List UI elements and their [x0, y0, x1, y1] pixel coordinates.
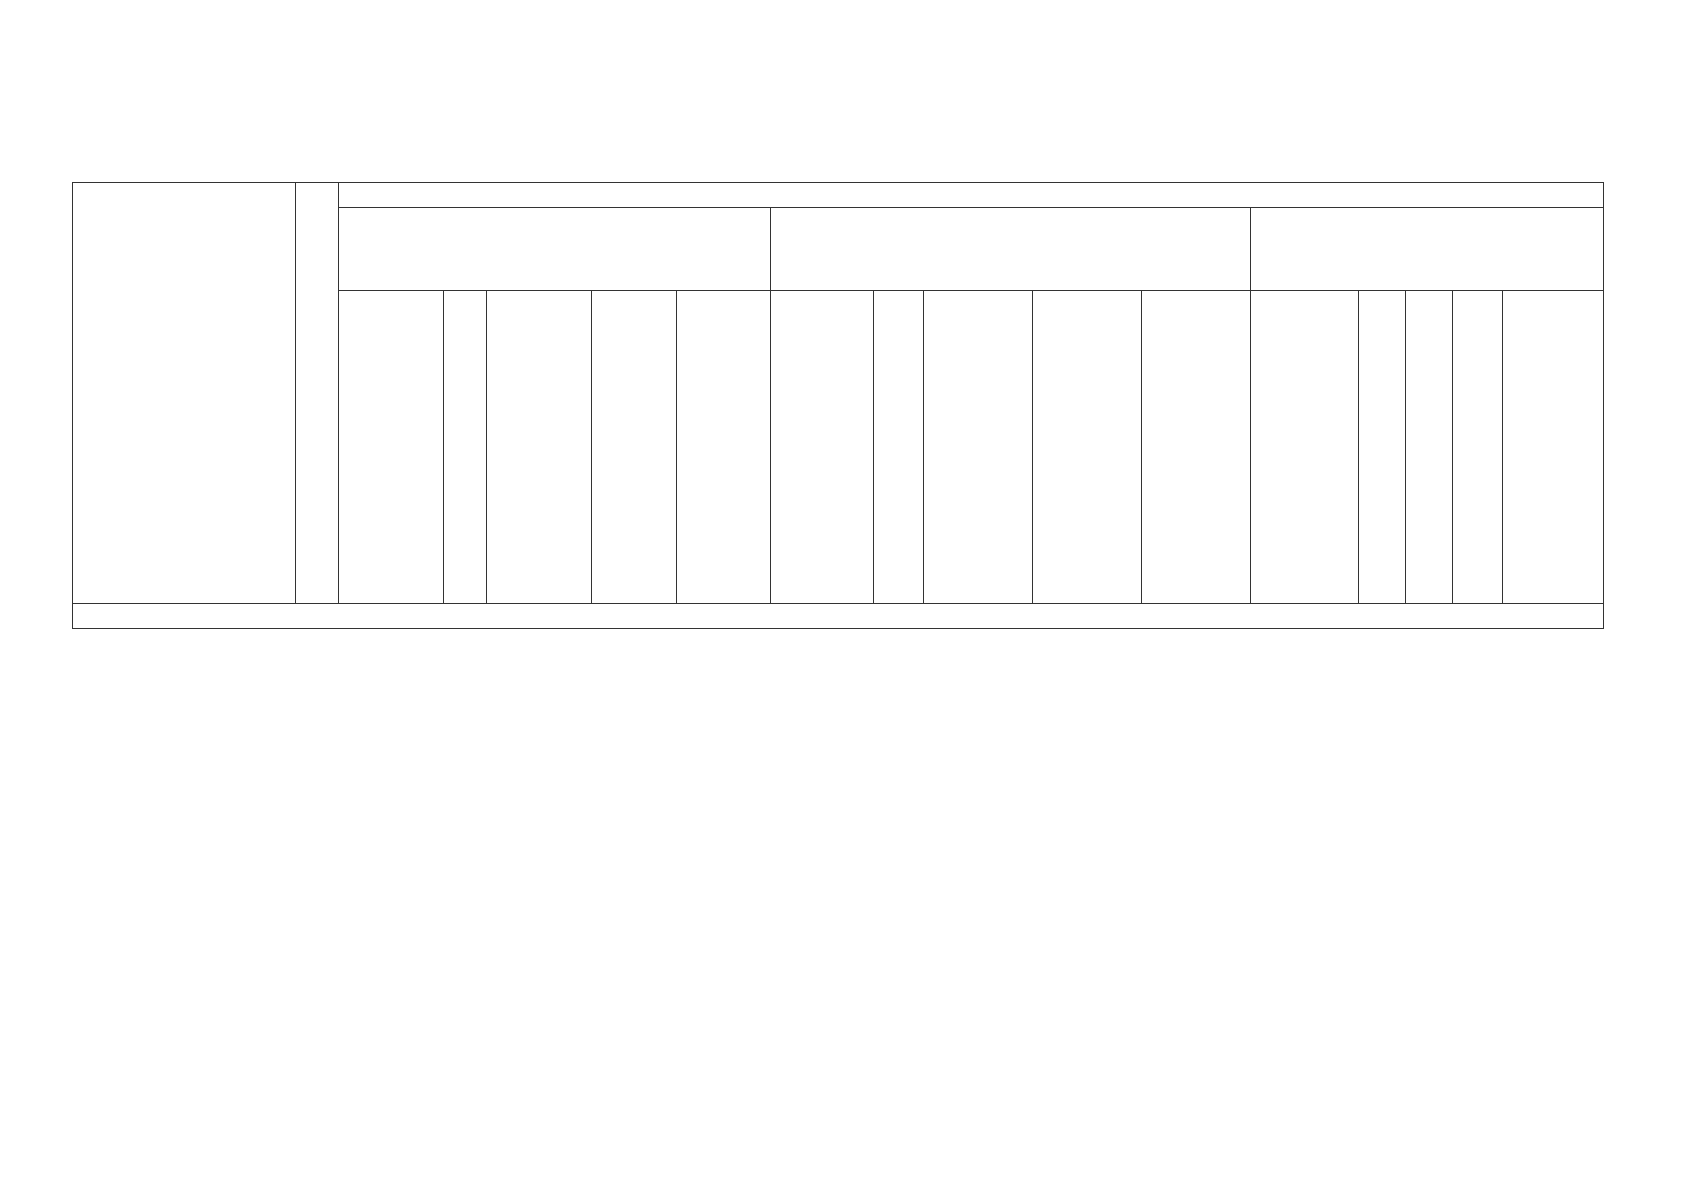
header-sub-total: [1502, 290, 1603, 603]
header-group-actual-prev: [771, 207, 1251, 290]
header-col2: [295, 183, 338, 604]
header-sub-local: [487, 290, 592, 603]
header-sub-federal: [1251, 290, 1358, 603]
header-group-planned-prev: [338, 207, 771, 290]
header-sub-total: [676, 290, 771, 603]
forest-protection-table: [72, 182, 1604, 629]
header-sub-local: [1405, 290, 1452, 603]
header-sub-local: [923, 290, 1032, 603]
header-sub-subject: [1358, 290, 1405, 603]
header-group-planned-new: [1251, 207, 1604, 290]
header-sub-users: [1453, 290, 1502, 603]
header-sub-users: [592, 290, 676, 603]
section-title: [73, 604, 1604, 629]
header-sub-subject: [443, 290, 486, 603]
header-top-group: [338, 183, 1603, 208]
header-sub-federal: [338, 290, 443, 603]
header-sub-users: [1033, 290, 1142, 603]
header-sub-federal: [771, 290, 874, 603]
header-sub-subject: [874, 290, 923, 603]
header-sub-total: [1142, 290, 1251, 603]
header-col1: [73, 183, 296, 604]
